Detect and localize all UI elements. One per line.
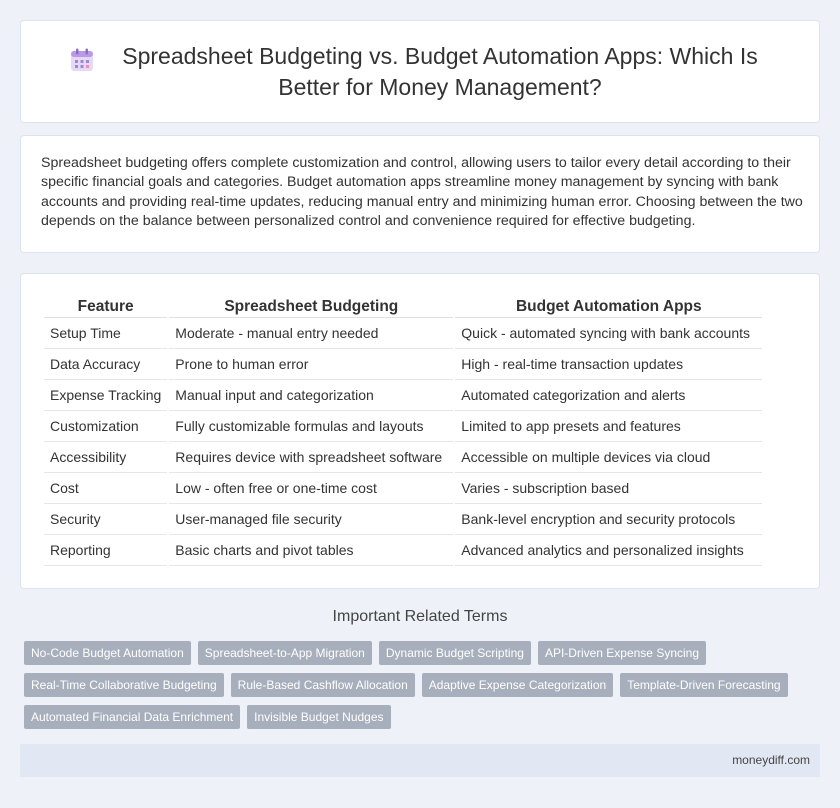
page-title: Spreadsheet Budgeting vs. Budget Automation Apps: Which Is Better for Money Management? bbox=[122, 42, 758, 100]
table-header-row bbox=[44, 296, 762, 318]
automation-cell: High - real-time transaction updates bbox=[455, 349, 762, 380]
related-term-tag[interactable]: Adaptive Expense Categorization bbox=[422, 673, 613, 697]
feature-cell: Expense Tracking bbox=[44, 380, 167, 411]
feature-cell: Customization bbox=[44, 411, 167, 442]
related-term-tag[interactable]: Invisible Budget Nudges bbox=[247, 705, 390, 729]
related-term-tag[interactable]: No-Code Budget Automation bbox=[24, 641, 191, 665]
feature-cell: Accessibility bbox=[44, 442, 167, 473]
feature-cell: Reporting bbox=[44, 535, 167, 566]
automation-cell: Limited to app presets and features bbox=[455, 411, 762, 442]
spreadsheet-cell: Manual input and categorization bbox=[169, 380, 453, 411]
automation-cell: Bank-level encryption and security protocols bbox=[455, 504, 762, 535]
feature-cell: Security bbox=[44, 504, 167, 535]
spreadsheet-cell: Moderate - manual entry needed bbox=[169, 318, 453, 349]
related-term-tag[interactable]: Real-Time Collaborative Budgeting bbox=[24, 673, 224, 697]
automation-cell: Advanced analytics and personalized insights bbox=[455, 535, 762, 566]
automation-cell: Varies - subscription based bbox=[455, 473, 762, 504]
table-row bbox=[44, 349, 762, 380]
related-term-tag[interactable]: Rule-Based Cashflow Allocation bbox=[231, 673, 415, 697]
automation-cell: Accessible on multiple devices via cloud bbox=[455, 442, 762, 473]
feature-cell: Setup Time bbox=[44, 318, 167, 349]
footer-bar bbox=[20, 744, 820, 777]
header-feature: Feature bbox=[44, 296, 167, 318]
table-row bbox=[44, 442, 762, 473]
comparison-table bbox=[42, 296, 764, 566]
table-row bbox=[44, 473, 762, 504]
related-terms-title: Important Related Terms bbox=[332, 608, 508, 625]
table-row bbox=[44, 411, 762, 442]
related-term-tag[interactable]: API-Driven Expense Syncing bbox=[538, 641, 706, 665]
spreadsheet-cell: User-managed file security bbox=[169, 504, 453, 535]
spreadsheet-cell: Basic charts and pivot tables bbox=[169, 535, 453, 566]
related-term-tag[interactable]: Template-Driven Forecasting bbox=[620, 673, 787, 697]
spreadsheet-cell: Low - often free or one-time cost bbox=[169, 473, 453, 504]
table-row bbox=[44, 504, 762, 535]
feature-cell: Cost bbox=[44, 473, 167, 504]
header-automation: Budget Automation Apps bbox=[455, 296, 762, 318]
title-card bbox=[20, 20, 820, 123]
related-term-tag[interactable]: Spreadsheet-to-App Migration bbox=[198, 641, 372, 665]
spreadsheet-cell: Prone to human error bbox=[169, 349, 453, 380]
related-term-tag[interactable]: Dynamic Budget Scripting bbox=[379, 641, 531, 665]
header-spreadsheet: Spreadsheet Budgeting bbox=[169, 296, 453, 318]
table-row bbox=[44, 318, 762, 349]
automation-cell: Automated categorization and alerts bbox=[455, 380, 762, 411]
table-row bbox=[44, 535, 762, 566]
related-terms-list bbox=[24, 641, 814, 729]
intro-paragraph: Spreadsheet budgeting offers complete customization and control, allowing users to tailor every detail according to their specific financial goals and categories. Budget automation apps streamline money management by syncing with bank accounts and providing real-time updates, reducing manual entry and minimizing human error. Choosing between the two depends on the balance between personalized control and convenience required for effective budgeting. bbox=[41, 155, 803, 229]
footer-site-link[interactable]: moneydiff.com bbox=[732, 753, 810, 767]
spreadsheet-cell: Fully customizable formulas and layouts bbox=[169, 411, 453, 442]
spreadsheet-cell: Requires device with spreadsheet software bbox=[169, 442, 453, 473]
comparison-card bbox=[20, 273, 820, 589]
related-term-tag[interactable]: Automated Financial Data Enrichment bbox=[24, 705, 240, 729]
automation-cell: Quick - automated syncing with bank accounts bbox=[455, 318, 762, 349]
intro-card bbox=[20, 135, 820, 253]
table-row bbox=[44, 380, 762, 411]
feature-cell: Data Accuracy bbox=[44, 349, 167, 380]
